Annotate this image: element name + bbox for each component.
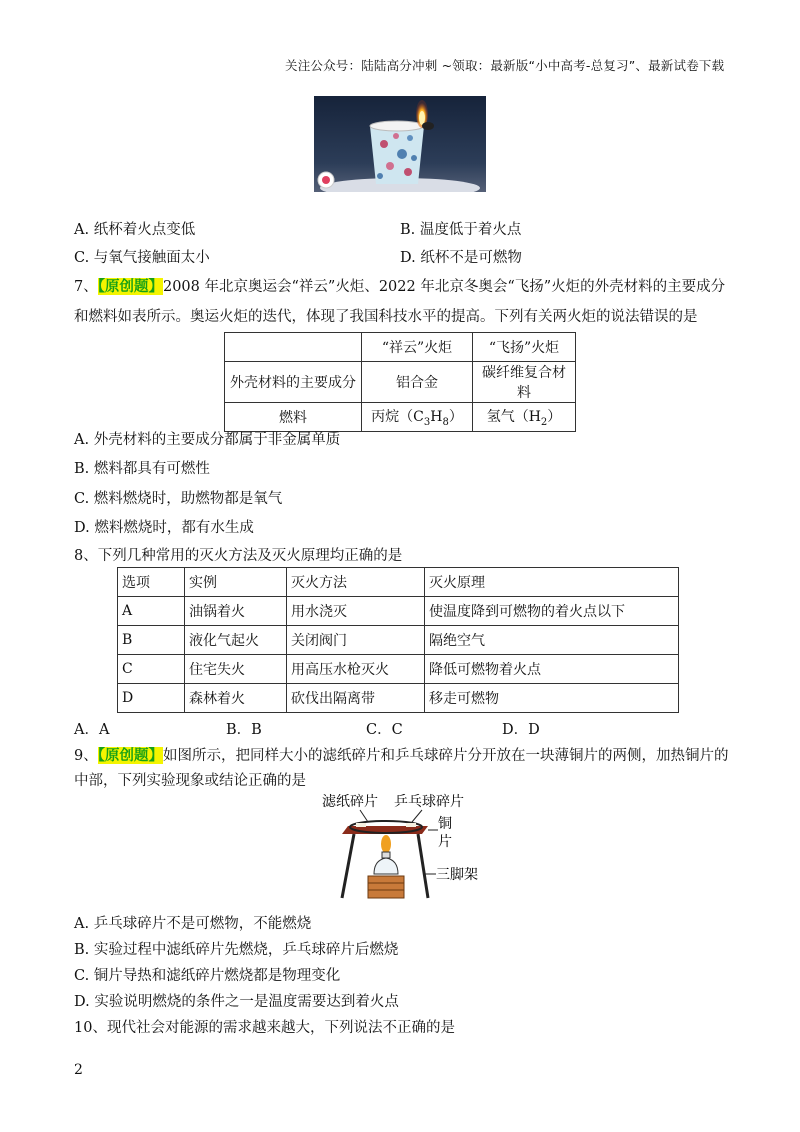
q8-option-a: A．A bbox=[74, 722, 110, 738]
label-copper-2: 片 bbox=[438, 833, 452, 849]
table-header: 选项 bbox=[118, 568, 185, 597]
table-row bbox=[118, 626, 679, 655]
fuel-text: 氢气（H bbox=[486, 409, 541, 426]
fuel-text: ） bbox=[448, 409, 463, 426]
fuel-text: 丙烷（C bbox=[371, 409, 424, 426]
table-cell: 隔绝空气 bbox=[425, 626, 679, 655]
filter-paper-piece bbox=[356, 823, 366, 827]
q9-stem-line2: 中部，下列实验现象或结论正确的是 bbox=[74, 773, 306, 789]
table-cell: 关闭阀门 bbox=[287, 626, 425, 655]
table-header: 灭火原理 bbox=[425, 568, 679, 597]
q6-option-c: C. 与氧气接触面太小 bbox=[74, 250, 210, 266]
subscript: 3 bbox=[423, 416, 431, 428]
table-cell: D bbox=[118, 684, 185, 713]
fuel-text: ） bbox=[547, 409, 562, 426]
table-cell: 降低可燃物着火点 bbox=[425, 655, 679, 684]
fuel-hydrogen-cell bbox=[473, 403, 576, 432]
q7-option-c: C. 燃料燃烧时，助燃物都是氧气 bbox=[74, 491, 283, 507]
table-cell: B bbox=[118, 626, 185, 655]
tripod-leg bbox=[418, 834, 428, 898]
q8-stem: 8、下列几种常用的灭火方法及灭火原理均正确的是 bbox=[74, 548, 403, 564]
table-cell bbox=[225, 333, 362, 362]
table-cell: 砍伐出隔离带 bbox=[287, 684, 425, 713]
fuel-text: H bbox=[430, 409, 443, 426]
pingpong-piece bbox=[406, 823, 416, 827]
q7-stem-line2: 和燃料如表所示。奥运火炬的迭代，体现了我国科技水平的提高。下列有关两火炬的说法错误的是 bbox=[74, 309, 698, 325]
table-cell: 液化气起火 bbox=[185, 626, 287, 655]
q10-stem: 10、现代社会对能源的需求越来越大，下列说法不正确的是 bbox=[74, 1020, 455, 1036]
table-cell: 使温度降到可燃物的着火点以下 bbox=[425, 597, 679, 626]
q8-option-c: C．C bbox=[366, 722, 403, 738]
q9-option-c: C. 铜片导热和滤纸碎片燃烧都是物理变化 bbox=[74, 968, 341, 984]
torch-table bbox=[224, 332, 576, 432]
question-number: 7、 bbox=[74, 279, 98, 295]
flame bbox=[381, 835, 391, 853]
table-header: “飞扬”火炬 bbox=[473, 333, 576, 362]
table-cell: 用高压水枪灭火 bbox=[287, 655, 425, 684]
q7-stem-text1: 2008 年北京奥运会“祥云”火炬、2022 年北京冬奥会“飞扬”火炬的外壳材料的主要成分 bbox=[162, 279, 726, 295]
label-filter-paper: 滤纸碎片 bbox=[322, 793, 378, 809]
q6-option-b: B. 温度低于着火点 bbox=[400, 222, 522, 238]
fire-extinguish-table bbox=[117, 567, 679, 713]
q7-option-d: D. 燃料燃烧时，都有水生成 bbox=[74, 520, 254, 536]
q6-option-a: A. 纸杯着火点变低 bbox=[74, 222, 196, 238]
table-header: 实例 bbox=[185, 568, 287, 597]
label-tripod: 三脚架 bbox=[436, 866, 478, 882]
paper-cup-photo bbox=[314, 96, 486, 192]
subscript: 8 bbox=[442, 416, 449, 428]
table-cell: 用水浇灭 bbox=[287, 597, 425, 626]
table-row bbox=[118, 684, 679, 713]
q8-option-b: B．B bbox=[226, 722, 262, 738]
table-cell: 燃料 bbox=[225, 403, 362, 432]
table-row bbox=[118, 597, 679, 626]
q7-option-b: B. 燃料都具有可燃性 bbox=[74, 461, 210, 477]
label-pingpong: 乒乓球碎片 bbox=[394, 793, 464, 809]
label-copper-1: 铜 bbox=[438, 815, 452, 831]
table-header: 灭火方法 bbox=[287, 568, 425, 597]
fuel-propane-cell bbox=[362, 403, 473, 432]
q7-stem-line1 bbox=[74, 275, 725, 296]
q8-option-d: D．D bbox=[502, 722, 540, 738]
table-cell: 森林着火 bbox=[185, 684, 287, 713]
q9-option-b: B. 实验过程中滤纸碎片先燃烧，乒乓球碎片后燃烧 bbox=[74, 942, 399, 958]
page-header: 关注公众号：陆陆高分冲刺 ~领取：最新版“小中高考-总复习”、最新试卷下载 bbox=[285, 58, 725, 73]
table-cell: A bbox=[118, 597, 185, 626]
q6-option-d: D. 纸杯不是可燃物 bbox=[400, 250, 522, 266]
question-number: 9、 bbox=[74, 748, 98, 764]
table-cell: 移走可燃物 bbox=[425, 684, 679, 713]
table-row bbox=[118, 655, 679, 684]
table-cell: C bbox=[118, 655, 185, 684]
table-cell: 外壳材料的主要成分 bbox=[225, 362, 362, 403]
q9-option-a: A. 乒乓球碎片不是可燃物，不能燃烧 bbox=[74, 916, 312, 932]
table-cell: 铝合金 bbox=[362, 362, 473, 403]
table-header: “祥云”火炬 bbox=[362, 333, 473, 362]
q9-stem-line1 bbox=[74, 744, 728, 765]
table-cell: 住宅失火 bbox=[185, 655, 287, 684]
table-cell: 油锅着火 bbox=[185, 597, 287, 626]
table-cell: 碳纤维复合材料 bbox=[473, 362, 576, 403]
tripod-leg bbox=[342, 834, 354, 898]
subscript: 2 bbox=[540, 416, 548, 428]
experiment-diagram bbox=[320, 790, 490, 904]
q9-stem-text1: 如图所示，把同样大小的滤纸碎片和乒乓球碎片分开放在一块薄铜片的两侧，加热铜片的 bbox=[162, 748, 729, 764]
q9-option-d: D. 实验说明燃烧的条件之一是温度需要达到着火点 bbox=[74, 994, 399, 1010]
wooden-block bbox=[368, 876, 404, 898]
original-tag: 【原创题】 bbox=[97, 278, 163, 295]
alcohol-lamp bbox=[374, 858, 398, 874]
q7-option-a: A. 外壳材料的主要成分都属于非金属单质 bbox=[74, 432, 341, 448]
page-number: 2 bbox=[74, 1062, 83, 1078]
original-tag: 【原创题】 bbox=[97, 747, 163, 764]
